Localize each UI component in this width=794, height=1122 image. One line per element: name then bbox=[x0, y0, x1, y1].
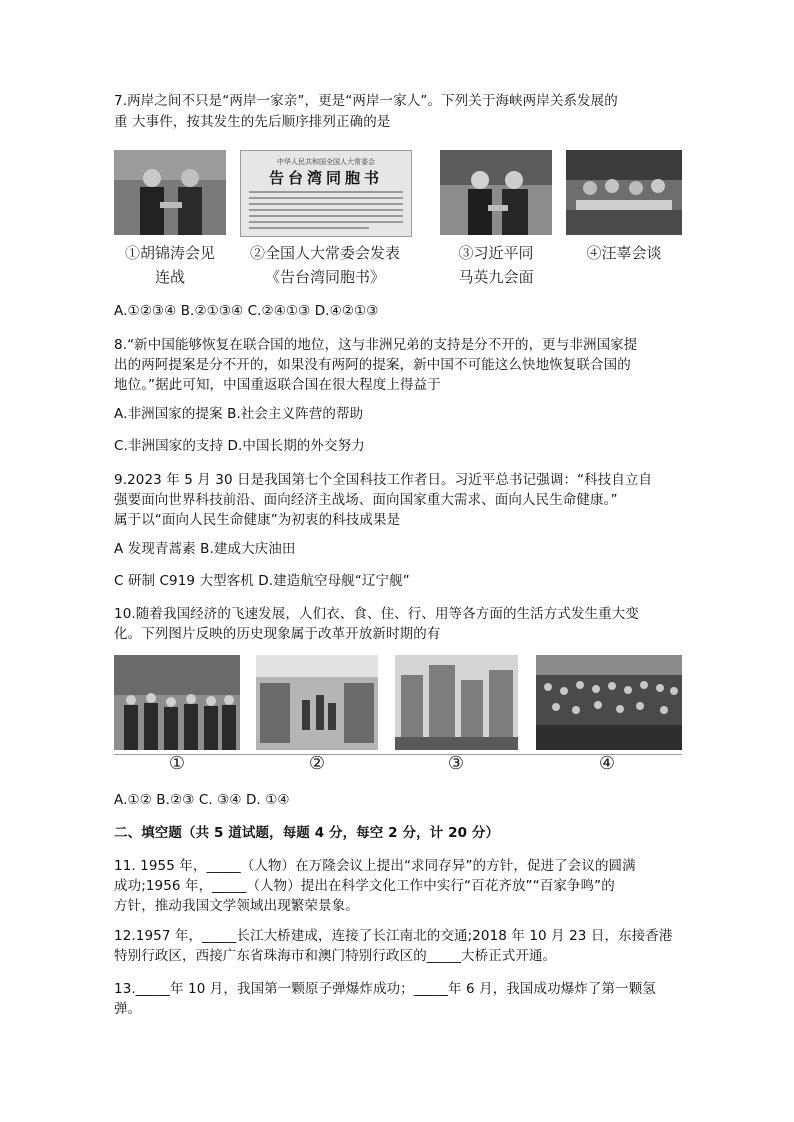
q7-caption-4a: ④汪辜会谈 bbox=[586, 244, 662, 262]
crowd-photo-icon bbox=[114, 655, 240, 750]
q10-photo-3 bbox=[395, 655, 518, 750]
q7-caption-3a: ③习近平同 bbox=[458, 244, 534, 262]
q7-caption-1b: 连战 bbox=[154, 268, 185, 286]
q9-options-line1: A 发现青蒿素 B.建成大庆油田 bbox=[114, 541, 296, 557]
meeting-photo-icon bbox=[566, 150, 682, 235]
q8-options-line2: C.非洲国家的支持 D.中国长期的外交努力 bbox=[114, 438, 365, 454]
bicycles-crowd-photo-icon bbox=[536, 655, 682, 750]
q7-stem-line2: 重 大事件，按其发生的先后顺序排列正确的是 bbox=[114, 114, 391, 130]
q10-stem-line1: 10.随着我国经济的飞速发展，人们衣、食、住、行、用等各方面的生活方式发生重大变 bbox=[114, 606, 639, 622]
supermarket-photo-icon bbox=[256, 655, 378, 750]
newspaper-title: 告台湾同胞书 bbox=[268, 169, 383, 187]
q7-caption-1a: ①胡锦涛会见 bbox=[124, 244, 215, 262]
newspaper-header: 中华人民共和国全国人大常委会 bbox=[277, 158, 375, 166]
q10-photo-2 bbox=[256, 655, 378, 750]
q10-label-3: ③ bbox=[447, 753, 465, 774]
q7-caption-2a: ②全国人大常委会发表 bbox=[249, 244, 400, 262]
q8-options-line1: A.非洲国家的提案 B.社会主义阵营的帮助 bbox=[114, 406, 364, 422]
newspaper-text-icon bbox=[241, 151, 411, 236]
q13-line2: 弹。 bbox=[114, 1001, 142, 1017]
q11-line1: 11. 1955 年，_____（人物）在万隆会议上提出“求同存异”的方针，促进了会议的圆满 bbox=[114, 858, 636, 874]
q10-stem-line2: 化。下列图片反映的历史现象属于改革开放新时期的有 bbox=[114, 626, 441, 642]
q7-photo-4 bbox=[566, 150, 682, 235]
q9-stem-line3: 属于以“面向人民生命健康”为初衷的科技成果是 bbox=[114, 512, 401, 528]
q10-options: A.①② B.②③ C. ③④ D. ①④ bbox=[114, 792, 290, 808]
q7-image-strip bbox=[114, 148, 682, 290]
handshake-photo-icon bbox=[440, 150, 552, 235]
q10-photo-1 bbox=[114, 655, 240, 750]
q7-caption-2b: 《告台湾同胞书》 bbox=[264, 268, 385, 286]
buildings-photo-icon bbox=[395, 655, 518, 750]
q12-line1: 12.1957 年，_____长江大桥建成，连接了长江南北的交通;2018 年 10 月 23 日，东接香港 bbox=[114, 928, 673, 944]
q7-photo-1 bbox=[114, 150, 226, 235]
q12-line2: 特别行政区，西接广东省珠海市和澳门特别行政区的_____大桥正式开通。 bbox=[114, 948, 557, 964]
q8-stem-line1: 8.“新中国能够恢复在联合国的地位，这与非洲兄弟的支持是分不开的，更与非洲国家提 bbox=[114, 337, 638, 353]
q7-photo-2-newspaper bbox=[240, 150, 412, 237]
q10-label-1: ① bbox=[168, 753, 186, 774]
q10-image-strip bbox=[114, 655, 682, 780]
q13-line1: 13._____年 10 月，我国第一颗原子弹爆炸成功；_____年 6 月，我国成功爆炸了第一颗氢 bbox=[114, 981, 656, 997]
q10-photo-4 bbox=[536, 655, 682, 750]
q7-stem-line1: 7.两岸之间不只是“两岸一家亲”，更是“两岸一家人”。下列关于海峡两岸关系发展的 bbox=[114, 93, 618, 109]
q7-options: A.①②③④ B.②①③④ C.②④①③ D.④②①③ bbox=[114, 303, 379, 319]
q10-label-2: ② bbox=[308, 753, 326, 774]
q11-line3: 方针，推动我国文学领域出现繁荣景象。 bbox=[114, 898, 359, 914]
q8-stem-line2: 出的两阿提案是分不开的，如果没有两阿的提案，新中国不可能这么快地恢复联合国的 bbox=[114, 357, 631, 373]
section2-heading: 二、填空题（共 5 道试题，每题 4 分，每空 2 分，计 20 分） bbox=[114, 825, 500, 841]
handshake-photo-icon bbox=[114, 150, 226, 235]
q9-options-line2: C 研制 C919 大型客机 D.建造航空母舰“辽宁舰” bbox=[114, 573, 410, 589]
q10-label-4: ④ bbox=[598, 753, 616, 774]
q9-stem-line2: 强要面向世界科技前沿、面向经济主战场、面向国家重大需求、面向人民生命健康。” bbox=[114, 492, 618, 508]
q9-stem-line1: 9.2023 年 5 月 30 日是我国第七个全国科技工作者日。习近平总书记强调：“科技自立自 bbox=[114, 472, 653, 488]
q11-line2: 成功;1956 年，_____（人物）提出在科学文化工作中实行“百花齐放”“百家争鸣”的 bbox=[114, 878, 615, 894]
q7-caption-3b: 马英九会面 bbox=[458, 268, 534, 286]
q8-stem-line3: 地位。”据此可知，中国重返联合国在很大程度上得益于 bbox=[114, 377, 441, 393]
q7-photo-3 bbox=[440, 150, 552, 235]
